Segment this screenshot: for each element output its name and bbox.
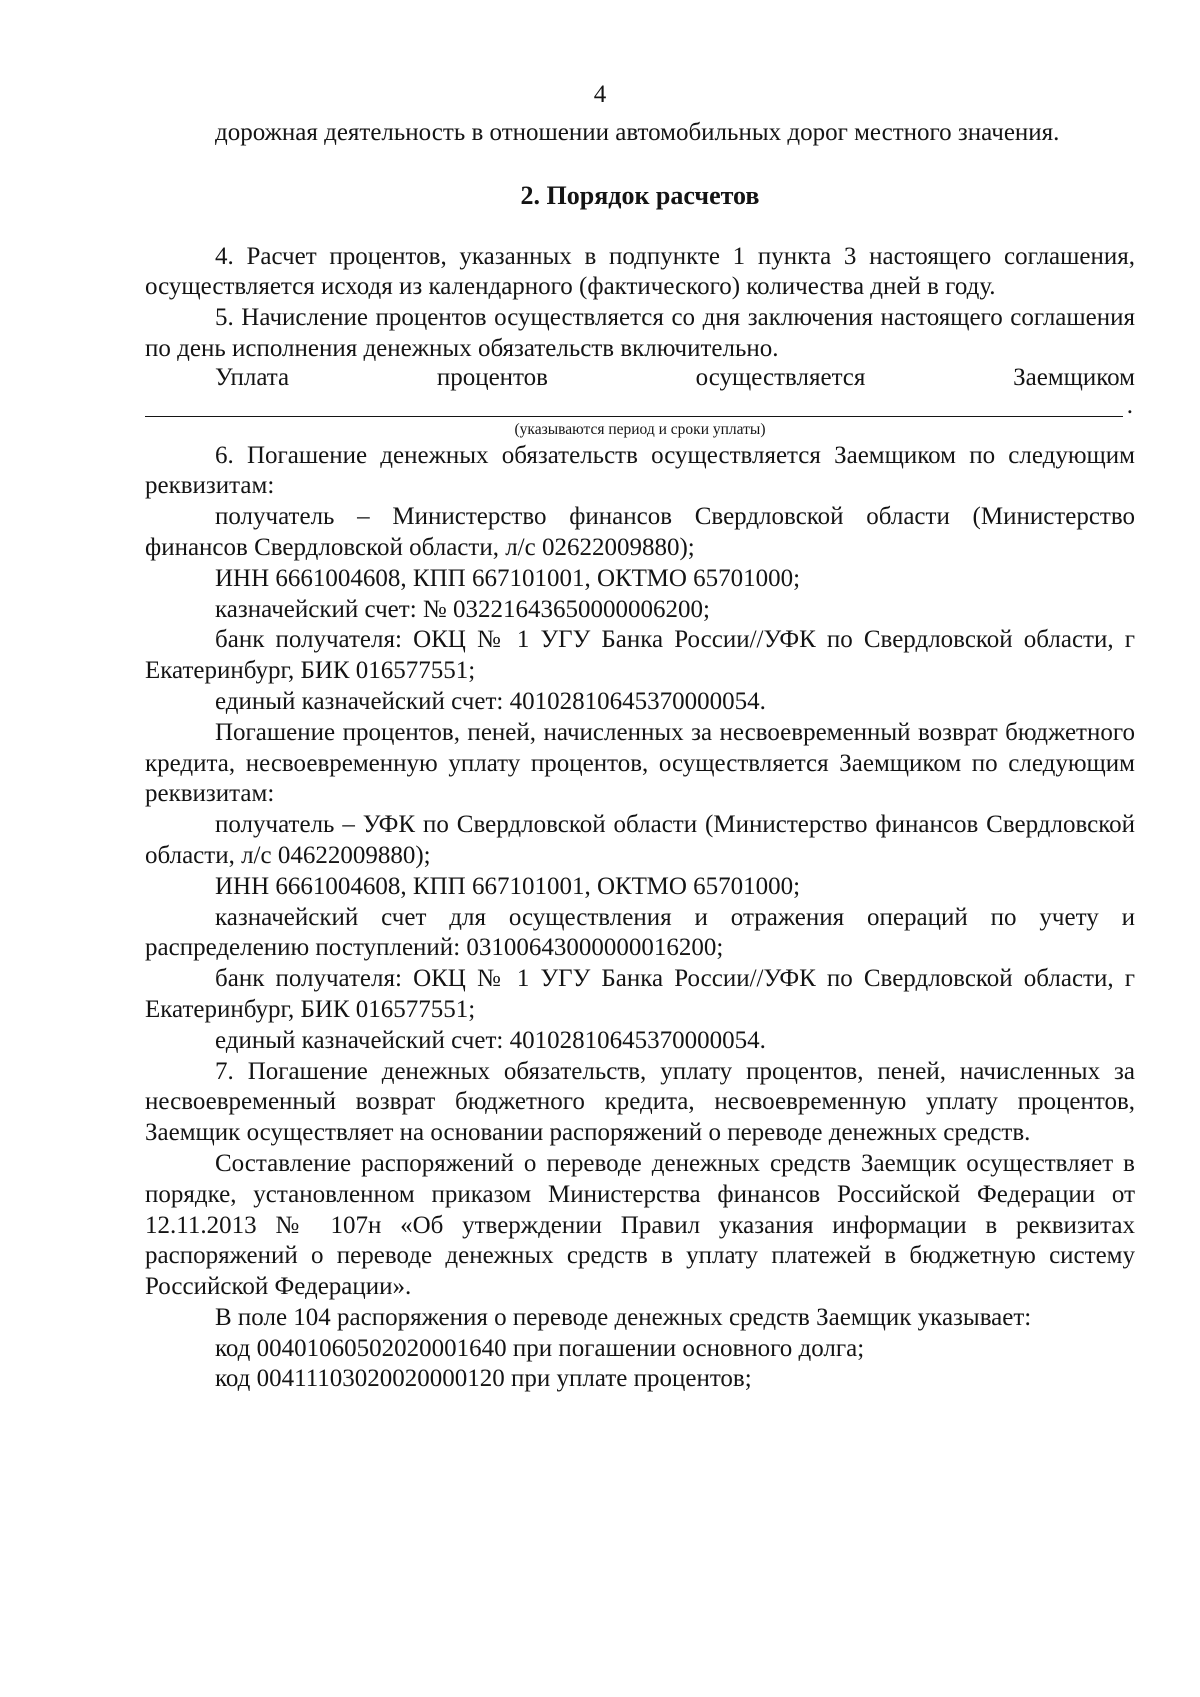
document-body [145,118,1135,1395]
code-line-2: код 00411103020020000120 при уплате процентов; [215,1365,752,1393]
payment-line [145,363,1135,394]
page-number: 4 [593,81,607,108]
requisites-1-bank: банк получателя: ОКЦ № 1 УГУ Банка России//УФК по Свердловской области, г Екатеринбург, БИК 016577551; [145,626,1135,685]
requisites-1-single-account: единый казначейский счет: 40102810645370000054. [215,687,766,715]
requisites-2-inn: ИНН 6661004608, КПП 667101001, ОКТМО 65701000; [215,872,801,900]
intro-paragraph: дорожная деятельность в отношении автомобильных дорог местного значения. [215,119,1060,146]
compose-paragraph: Составление распоряжений о переводе денежных средств Заемщик осуществляет в порядке, установленном приказом Министерства финансов Российской Федерации от 12.11.2013 № 107н «Об утверждении Правил указания информации в реквизитах распоряжений о переводе денежных средств в уплату платежей в бюджетную систему Российской Федерации». [145,1149,1135,1301]
requisites-2-single-account: единый казначейский счет: 40102810645370000054. [215,1026,766,1054]
requisites-2-recipient: получатель – УФК по Свердловской области (Министерство финансов Свердловской области, л/с 04622009880); [145,811,1135,869]
code-line-1: код 00401060502020001640 при погашении основного долга; [215,1334,865,1362]
requisites-2-bank: банк получателя: ОКЦ № 1 УГУ Банка России//УФК по Свердловской области, г Екатеринбург, БИК 016577551; [145,965,1135,1023]
fill-in-blank-line [145,391,1133,419]
blank-hint-caption: (указываются период и сроки уплаты) [514,420,766,438]
payment-word-1: Уплата [215,363,290,391]
blank-end-dot: . [1126,391,1133,419]
field-104-paragraph: В поле 104 распоряжения о переводе денежных средств Заемщик указывает: [215,1303,1032,1331]
paragraph-7: 7. Погашение денежных обязательств, уплату процентов, пеней, начисленных за несвоевременный возврат бюджетного кредита, несвоевременную уплату процентов, Заемщик осуществляет на основании распоряжений о переводе денежных средств. [145,1057,1135,1147]
payment-word-2: процентов [436,363,548,391]
requisites-1-inn: ИНН 6661004608, КПП 667101001, ОКТМО 65701000; [215,564,801,592]
payment-word-3: осуществляется [695,363,866,391]
paragraph-4: 4. Расчет процентов, указанных в подпункте 1 пункта 3 настоящего соглашения, осуществляется исходя из календарного (фактического) количества дней в году. [145,242,1135,301]
section-title: 2. Порядок расчетов [520,180,760,210]
paragraph-5: 5. Начисление процентов осуществляется со дня заключения настоящего соглашения по день исполнения денежных обязательств включительно. [145,304,1135,362]
payment-word-4: Заемщиком [1013,363,1135,391]
requisites-1-account: казначейский счет: № 03221643650000006200; [215,595,710,623]
requisites-1-recipient: получатель – Министерство финансов Свердловской области (Министерство финансов Свердловской области, л/с 02622009880); [145,503,1135,561]
requisites-2-account: казначейский счет для осуществления и отражения операций по учету и распределению поступлений: 03100643000000016200; [145,903,1135,962]
interest-paragraph: Погашение процентов, пеней, начисленных за несвоевременный возврат бюджетного кредита, несвоевременную уплату процентов, осуществляется Заемщиком по следующим реквизитам: [145,718,1135,808]
paragraph-6: 6. Погашение денежных обязательств осуществляется Заемщиком по следующим реквизитам: [145,441,1135,500]
